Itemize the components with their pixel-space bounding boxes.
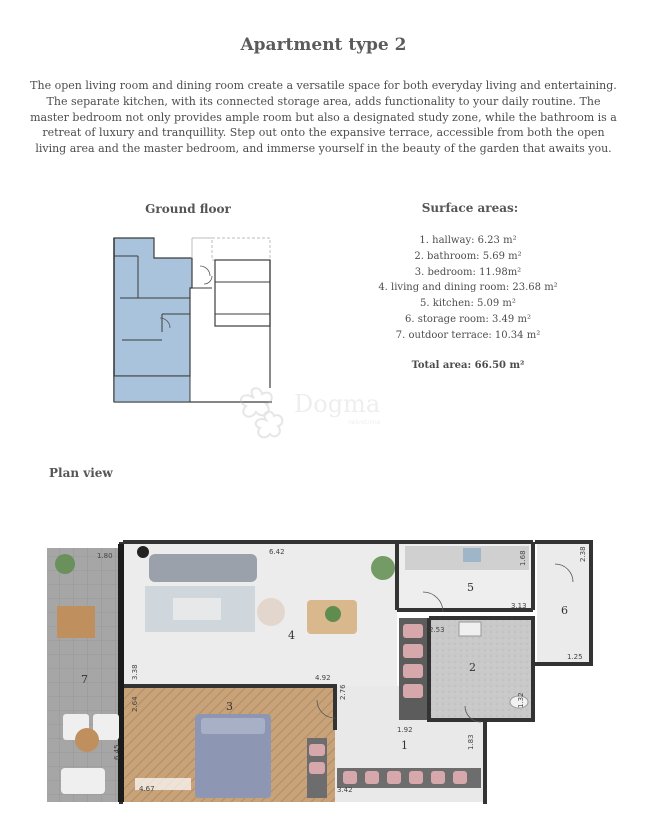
surface-areas-list	[340, 233, 596, 344]
dimension-label: 6.42	[269, 548, 285, 556]
total-area: Total area: 66.50 m²	[411, 360, 525, 371]
dimension-label: 1.68	[519, 550, 527, 566]
dogma-watermark-logo	[236, 384, 416, 446]
dimension-label: 1.83	[467, 734, 475, 750]
plan-view-heading: Plan view	[49, 466, 113, 480]
room-number-label: 4	[288, 629, 295, 642]
ground-floor-heading: Ground floor	[145, 202, 231, 216]
surface-areas-heading: Surface areas:	[421, 201, 519, 215]
dimension-label: 3.13	[511, 602, 527, 610]
dimension-label: 2.76	[339, 684, 347, 700]
dimension-label: 4.67	[139, 785, 155, 793]
room-number-label: 3	[226, 700, 233, 713]
svg-text:nekretnine: nekretnine	[348, 419, 381, 426]
apartment-plan-view	[45, 528, 593, 804]
dimension-label: 1.92	[397, 726, 413, 734]
dimension-label: 2.53	[429, 626, 445, 634]
area-item: 7. outdoor terrace: 10.34 m²	[395, 329, 541, 341]
dimension-label: 3.42	[337, 786, 353, 794]
apartment-description: The open living room and dining room create a versatile space for both everyday living and entertaining. The separate kitchen, with its connected storage area, adds functionality to your daily routine. The master bedroom not only provides ample room but also a designated study zone, while the bathroom is a retreat of luxury and tranquillity. Step out onto the expansive terrace, accessible from both the open living area and the master bedroom, and immerse yourself in the beauty of the garden that awaits you.	[30, 79, 617, 156]
dimension-label: 1.80	[97, 552, 113, 560]
dimension-label: 2.38	[579, 546, 587, 562]
dimension-label: 1.25	[567, 653, 583, 661]
area-item: 5. kitchen: 5.09 m²	[420, 298, 516, 310]
room-number-label: 7	[81, 673, 88, 686]
dimension-label: 3.38	[131, 664, 139, 680]
area-item: 1. hallway: 6.23 m²	[419, 235, 517, 246]
ground-floor-plan	[112, 236, 274, 404]
room-number-label: 6	[561, 604, 568, 617]
dimension-label: 2.64	[131, 696, 139, 712]
svg-text:Dogma: Dogma	[294, 390, 381, 418]
dimension-label: 1.32	[517, 692, 525, 708]
area-item: 3. bedroom: 11.98m²	[414, 266, 522, 278]
area-item: 6. storage room: 3.49 m²	[405, 313, 531, 325]
page-title: Apartment type 2	[240, 35, 407, 55]
room-number-label: 5	[467, 581, 474, 594]
dimension-label: 6.45	[113, 744, 121, 760]
area-item: 2. bathroom: 5.69 m²	[414, 250, 522, 262]
dimension-label: 4.92	[315, 674, 331, 682]
area-item: 4. living and dining room: 23.68 m²	[378, 282, 558, 294]
room-number-label: 2	[469, 661, 476, 674]
room-number-label: 1	[401, 739, 408, 752]
